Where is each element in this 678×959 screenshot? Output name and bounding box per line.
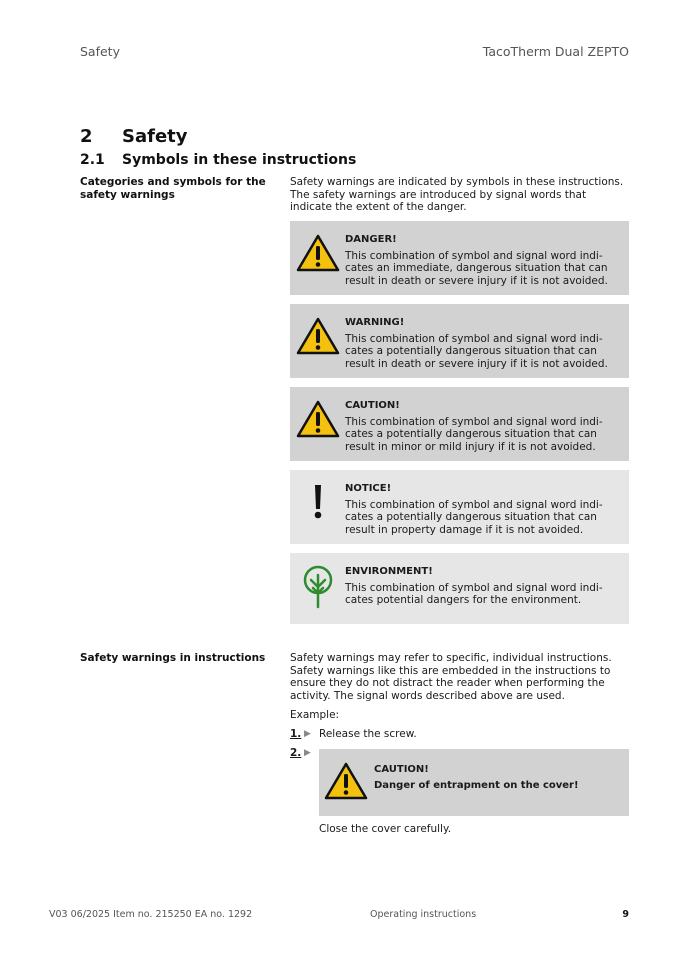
warning-text: This combination of symbol and signal word indi-cates a potentially dangerous situation that can result in death or severe injury if it is not avoided. [345,332,608,370]
step-1 [290,728,417,740]
warning-triangle-icon [296,399,340,439]
chapter-title: Safety [122,126,188,147]
danger-text: This combination of symbol and signal word indi-cates an immediate, dangerous situation that can result in death or severe injury if it is not avoided. [345,249,608,287]
step-text: Release the screw. [319,728,417,740]
header-product-name: TacoTherm Dual ZEPTO [482,44,629,59]
warning-signal-word: WARNING! [345,317,405,328]
categories-label: Categories and symbols for the safety warnings [80,176,266,201]
header-section-title: Safety [80,44,120,59]
exclamation-icon [296,482,340,522]
categories-intro: Safety warnings are indicated by symbols in these instructions. The safety warnings are introduced by signal words that indicate the extent of the danger. [290,176,624,213]
instructions-intro: Safety warnings may refer to specific, individual instructions. Safety warnings like this are embedded in the instructions to ensure they do not distract the reader when performing the activity. The signal words described above are used. [290,652,612,702]
instructions-label: Safety warnings in instructions [80,652,266,664]
caution-box [290,387,629,461]
page-title [80,126,188,147]
step-2 [290,747,319,759]
environment-signal-word: ENVIRONMENT! [345,566,433,577]
section-title: Symbols in these instructions [122,152,357,168]
step-arrow-icon: ▶ [304,729,311,739]
danger-box [290,221,629,295]
tree-icon [296,563,340,609]
example-label: Example: [290,709,340,721]
notice-signal-word: NOTICE! [345,483,392,494]
danger-signal-word: DANGER! [345,234,397,245]
after-text: Close the cover carefully. [319,823,452,835]
caution-text: This combination of symbol and signal word indi-cates a potentially dangerous situation that can result in minor or mild injury if it is not avoided. [345,415,603,453]
step-number: 1. [290,728,302,740]
section-number: 2.1 [80,152,105,168]
warning-triangle-icon [324,761,368,801]
footer-doc-type: Operating instructions [370,909,477,920]
notice-box [290,470,629,544]
page-number: 9 [622,909,629,920]
warning-triangle-icon [296,316,340,356]
notice-text: This combination of symbol and signal word indi-cates a potentially dangerous situation that can result in property damage if it is not avoided. [345,498,603,536]
environment-box [290,553,629,624]
embedded-signal-word: CAUTION! [374,764,429,775]
chapter-number: 2 [80,126,93,147]
step-arrow-icon: ▶ [304,748,311,758]
environment-text: This combination of symbol and signal word indi-cates potential dangers for the environment. [345,581,603,607]
footer-version: V03 06/2025 Item no. 215250 EA no. 1292 [49,909,253,920]
warning-triangle-icon [296,233,340,273]
warning-box [290,304,629,378]
caution-signal-word: CAUTION! [345,400,400,411]
section-heading [80,152,356,168]
embedded-caution-box [319,749,629,816]
embedded-text: Danger of entrapment on the cover! [374,780,579,791]
step-number: 2. [290,747,302,759]
